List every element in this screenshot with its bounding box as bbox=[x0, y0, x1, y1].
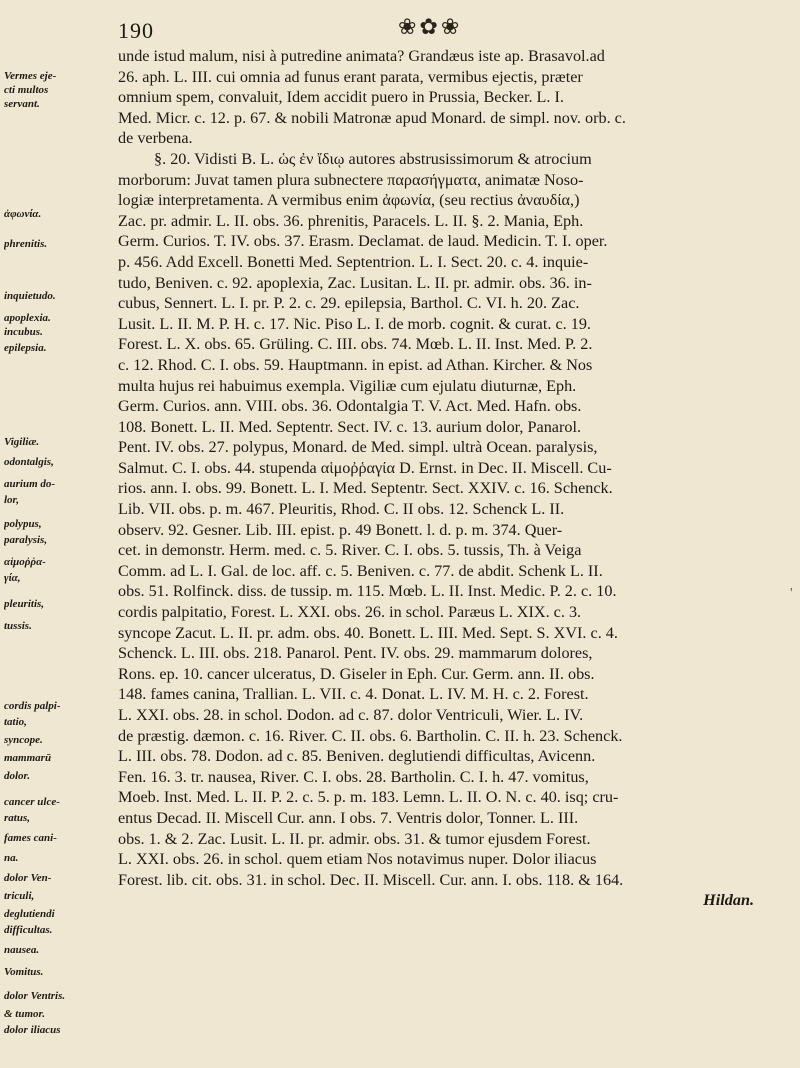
text-line: Forest. L. X. obs. 65. Grüling. C. III. obs. 74. Mœb. L. II. Inst. Med. P. 2. bbox=[118, 335, 593, 354]
margin-note: tatio, bbox=[4, 716, 27, 728]
text-line: de præstig. dæmon. c. 16. River. C. II. obs. 6. Bartholin. C. II. h. 23. Schenck. bbox=[118, 726, 623, 745]
text-line: Schenck. L. III. obs. 218. Panarol. Pent. IV. obs. 29. mammarum dolores, bbox=[118, 644, 593, 663]
main-text bbox=[118, 46, 778, 911]
text-line: de verbena. bbox=[118, 129, 193, 148]
margin-note: Vigiliæ. bbox=[4, 436, 40, 448]
text-line: Med. Micr. c. 12. p. 67. & nobili Matronæ apud Monard. de simpl. nov. orb. c. bbox=[118, 108, 626, 127]
text-line: tudo, Beniven. c. 92. apoplexia, Zac. Lusitan. L. II. pr. admir. obs. 36. in- bbox=[118, 273, 592, 292]
margin-note: γία, bbox=[4, 572, 21, 584]
margin-note: syncope. bbox=[4, 734, 43, 746]
margin-note: paralysis, bbox=[4, 534, 48, 546]
margin-note: cordis palpi- bbox=[4, 700, 61, 712]
page-number: 190 bbox=[118, 18, 154, 43]
margin-note: dolor Ventris. bbox=[4, 990, 66, 1002]
margin-note: odontalgis, bbox=[4, 456, 54, 468]
margin-note: dolor Ven- bbox=[4, 872, 52, 884]
margin-note: lor, bbox=[4, 494, 19, 506]
text-line: omnium spem, convaluit, Idem accidit puero in Prussia, Becker. L. I. bbox=[118, 88, 564, 107]
text-line: Moeb. Inst. Med. L. II. P. 2. c. 5. p. m. 183. Lemn. L. II. O. N. c. 40. isq; cru- bbox=[118, 788, 619, 807]
text-line: Lusit. L. II. M. P. H. c. 17. Nic. Piso L. I. de morb. cognit. & curat. c. 19. bbox=[118, 314, 591, 333]
margin-note: αἱμοῤῥα- bbox=[4, 556, 46, 568]
text-line: observ. 92. Gesner. Lib. III. epist. p. 49 Bonett. l. d. p. m. 374. Quer- bbox=[118, 520, 563, 539]
text-line: Germ. Curios. T. IV. obs. 37. Erasm. Declamat. de laud. Medicin. T. I. oper. bbox=[118, 232, 608, 251]
margin-note: fames cani- bbox=[4, 832, 57, 844]
margin-note: na. bbox=[4, 852, 19, 864]
text-line: Germ. Curios. ann. VIII. obs. 36. Odontalgia T. V. Act. Med. Hafn. obs. bbox=[118, 397, 582, 416]
margin-note: cancer ulce- bbox=[4, 796, 60, 808]
text-line: 26. aph. L. III. cui omnia ad funus erant parata, vermibus ejectis, præter bbox=[118, 67, 583, 86]
text-line: multa hujus rei habuimus exempla. Vigiliæ cum ejulatu diuturnæ, Eph. bbox=[118, 376, 577, 395]
margin-note: ἀφωνία. bbox=[4, 208, 42, 220]
text-line: p. 456. Add Excell. Bonetti Med. Septentrion. L. I. Sect. 20. c. 4. inquie- bbox=[118, 252, 589, 271]
text-line: obs. 51. Rolfinck. diss. de tussip. m. 115. Mœb. L. II. Inst. Medic. P. 2. c. 10. bbox=[118, 582, 617, 601]
margin-note: apoplexia. bbox=[4, 312, 51, 324]
text-line: syncope Zacut. L. II. pr. adm. obs. 40. Bonett. L. III. Med. Sept. S. XVI. c. 4. bbox=[118, 623, 618, 642]
text-line: cubus, Sennert. L. I. pr. P. 2. c. 29. epilepsia, Barthol. C. VI. h. 20. Zac. bbox=[118, 294, 580, 313]
text-line: §. 20. Vidisti B. L. ὡς ἐν ἴδιῳ autores abstrusissimorum & atrocium bbox=[154, 149, 592, 168]
margin-note: difficultas. bbox=[4, 924, 53, 936]
margin-note: ratus, bbox=[4, 812, 30, 824]
margin-note: Vermes eje- bbox=[4, 70, 57, 82]
text-line: Fen. 16. 3. tr. nausea, River. C. I. obs. 28. Bartholin. C. I. h. 47. vomitus, bbox=[118, 767, 589, 786]
margin-note: Vomitus. bbox=[4, 966, 44, 978]
margin-note: servant. bbox=[4, 98, 40, 110]
text-line: rios. ann. I. obs. 99. Bonett. L. I. Med. Septentr. Sect. XXIV. c. 16. Schenck. bbox=[118, 479, 613, 498]
text-line: c. 12. Rhod. C. I. obs. 59. Hauptmann. in epist. ad Athan. Kircher. & Nos bbox=[118, 355, 593, 374]
text-line: L. III. obs. 78. Dodon. ad c. 85. Beniven. deglutiendi difficultas, Avicenn. bbox=[118, 747, 596, 766]
margin-note: triculi, bbox=[4, 890, 35, 902]
text-line: unde istud malum, nisi à putredine animata? Grandæus iste ap. Brasavol.ad bbox=[118, 47, 605, 65]
margin-note: deglutiendi bbox=[4, 908, 55, 920]
text-line: logiæ interpretamenta. A vermibus enim ἀφωνία, (seu rectius ἀναυδία,) bbox=[118, 191, 580, 210]
margin-note: pleuritis, bbox=[4, 598, 45, 610]
text-line: Salmut. C. I. obs. 44. stupenda αἱμοῤῥαγία D. Ernst. in Dec. II. Miscell. Cu- bbox=[118, 458, 612, 477]
margin-note: nausea. bbox=[4, 944, 40, 956]
text-line: L. XXI. obs. 28. in schol. Dodon. ad c. 87. dolor Ventriculi, Wier. L. IV. bbox=[118, 706, 584, 724]
margin-note: epilepsia. bbox=[4, 342, 47, 354]
text-line: Forest. lib. cit. obs. 31. in schol. Dec. II. Miscell. Cur. ann. I. obs. 118. & 164. bbox=[118, 870, 624, 889]
margin-note: dolor. bbox=[4, 770, 30, 782]
margin-note: phrenitis. bbox=[4, 238, 48, 250]
edge-mark: ' bbox=[790, 586, 793, 601]
header-ornament: ❀✿❀ bbox=[398, 14, 463, 39]
margin-note: tussis. bbox=[4, 620, 32, 632]
margin-note: polypus, bbox=[4, 518, 42, 530]
margin-note: dolor iliacus bbox=[4, 1024, 61, 1036]
text-line: Pent. IV. obs. 27. polypus, Monard. de Med. simpl. ultrà Ocean. paralysis, bbox=[118, 438, 598, 457]
margin-note: incubus. bbox=[4, 326, 43, 338]
text-line: cordis palpitatio, Forest. L. XXI. obs. 26. in schol. Paræus L. XIX. c. 3. bbox=[118, 603, 582, 622]
margin-note: & tumor. bbox=[4, 1008, 45, 1020]
margin-note: cti multos bbox=[4, 84, 49, 96]
text-line: Rons. ep. 10. cancer ulceratus, D. Giseler in Eph. Cur. Germ. ann. II. obs. bbox=[118, 664, 595, 683]
margin-note: inquietudo. bbox=[4, 290, 56, 302]
margin-notes bbox=[4, 0, 112, 1068]
text-line: L. XXI. obs. 26. in schol. quem etiam Nos notavimus nuper. Dolor iliacus bbox=[118, 850, 597, 869]
text-line: 148. fames canina, Trallian. L. VII. c. 4. Donat. L. IV. M. H. c. 2. Forest. bbox=[118, 685, 589, 704]
text-line: entus Decad. II. Miscell Cur. ann. I obs. 7. Ventris dolor, Tonner. L. III. bbox=[118, 808, 579, 827]
margin-note: aurium do- bbox=[4, 478, 56, 490]
catchword: Hildan. bbox=[703, 891, 754, 910]
text-line: morborum: Juvat tamen plura subnectere παρασήγματα, animatæ Noso- bbox=[118, 170, 584, 189]
margin-note: mammarū bbox=[4, 752, 52, 764]
text-line: Zac. pr. admir. L. II. obs. 36. phrenitis, Paracels. L. II. §. 2. Mania, Eph. bbox=[118, 211, 584, 230]
text-line: obs. 1. & 2. Zac. Lusit. L. II. pr. admir. obs. 31. & tumor ejusdem Forest. bbox=[118, 829, 591, 848]
text-line: cet. in demonstr. Herm. med. c. 5. River. C. I. obs. 5. tussis, Th. à Veiga bbox=[118, 541, 582, 560]
text-line: Comm. ad L. I. Gal. de loc. aff. c. 5. Beniven. c. 77. de abdit. Schenk L. II. bbox=[118, 561, 603, 580]
text-line: 108. Bonett. L. II. Med. Septentr. Sect. IV. c. 13. aurium dolor, Panarol. bbox=[118, 417, 582, 436]
text-line: Lib. VII. obs. p. m. 467. Pleuritis, Rhod. C. II obs. 12. Schenck L. II. bbox=[118, 500, 565, 519]
